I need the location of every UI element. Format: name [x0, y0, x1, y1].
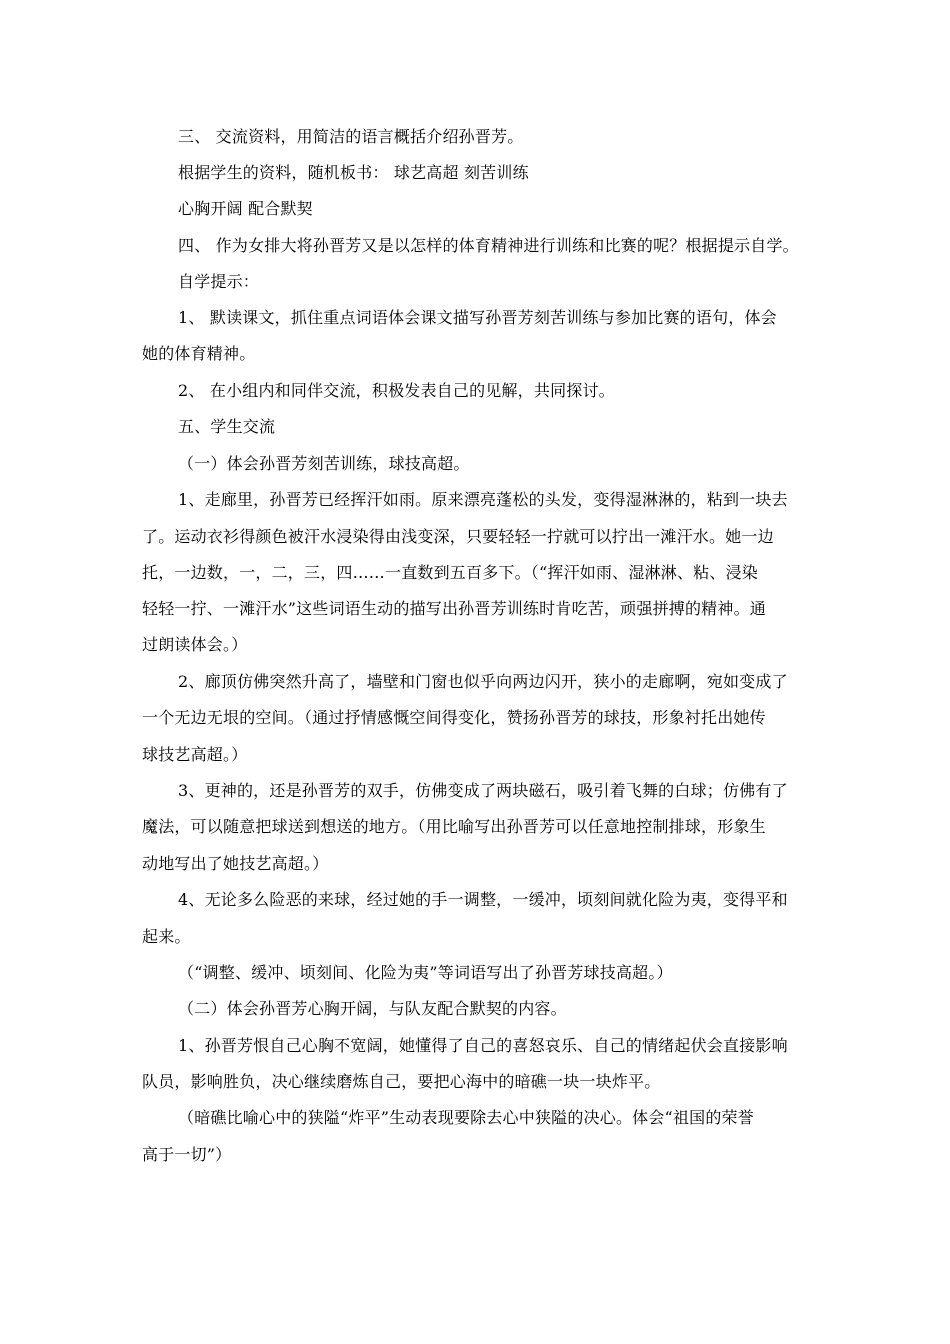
part2-item1-line2: 队员，影响胜负，决心继续磨炼自己，要把心海中的暗礁一块一块炸平。: [142, 1072, 661, 1091]
part1-item1-line1: 1、走廊里，孙晋芳已经挥汗如雨。原来漂亮蓬松的头发，变得湿淋淋的，粘到一块去: [178, 490, 788, 509]
self-study-tips-title: 自学提示：: [178, 272, 260, 291]
part1-item1-line3: 托，一边数，一，二，三，四……一直数到五百多下。（“挥汗如雨、湿淋淋、粘、浸染: [142, 563, 758, 582]
board-notes-line2: 心胸开阔 配合默契: [178, 199, 313, 218]
part1-item4-line2: 起来。: [142, 927, 191, 946]
part2-item1-line1: 1、孙晋芳恨自己心胸不宽阔，她懂得了自己的喜怒哀乐、自己的情绪起伏会直接影响: [178, 1036, 788, 1055]
part2-note-line2: 高于一切”）: [142, 1145, 232, 1164]
board-notes-line1: 根据学生的资料，随机板书： 球艺高超 刻苦训练: [178, 163, 529, 182]
part1-item1-line5: 过朗读体会。）: [142, 635, 248, 654]
tip1-line1: 1、 默读课文，抓住重点词语体会课文描写孙晋芳刻苦训练与参加比赛的语句，体会: [178, 308, 777, 327]
part2-heading: （二）体会孙晋芳心胸开阔，与队友配合默契的内容。: [178, 999, 567, 1018]
part1-item3-line2: 魔法，可以随意把球送到想送的地方。（用比喻写出孙晋芳可以任意地控制排球，形象生: [142, 817, 766, 836]
part1-item1-line4: 轻轻一拧、一滩汗水”这些词语生动的描写出孙晋芳训练时肯吃苦，顽强拼搏的精神。通: [142, 599, 766, 618]
tip2: 2、 在小组内和同伴交流，积极发表自己的见解，共同探讨。: [178, 381, 615, 400]
part1-item4-line1: 4、无论多么险恶的来球，经过她的手一调整，一缓冲，顷刻间就化险为夷，变得平和: [178, 890, 788, 909]
part1-item1-line2: 了。运动衣衫得颜色被汗水浸染得由浅变深，只要轻轻一拧就可以拧出一滩汗水。她一边: [142, 527, 774, 546]
part2-note-line1: （暗礁比喻心中的狭隘“炸平”生动表现要除去心中狭隘的决心。体会“祖国的荣誉: [178, 1108, 754, 1127]
part1-item3-line3: 动地写出了她技艺高超。）: [142, 854, 329, 873]
part1-item3-line1: 3、更神的，还是孙晋芳的双手，仿佛变成了两块磁石，吸引着飞舞的白球；仿佛有了: [178, 781, 788, 800]
tip1-line2: 她的体育精神。: [142, 344, 256, 363]
part1-item4-note: （“调整、缓冲、顷刻间、化险为夷”等词语写出了孙晋芳球技高超。）: [178, 963, 673, 982]
section4-heading: 四、 作为女排大将孙晋芳又是以怎样的体育精神进行训练和比赛的呢？根据提示自学。: [178, 236, 799, 255]
part1-item2-line1: 2、廊顶仿佛突然升高了，墙壁和门窗也似乎向两边闪开，狭小的走廊啊，宛如变成了: [178, 672, 788, 691]
part1-heading: （一）体会孙晋芳刻苦训练，球技高超。: [178, 454, 470, 473]
part1-item2-line2: 一个无边无垠的空间。（通过抒情感慨空间得变化，赞扬孙晋芳的球技，形象衬托出她传: [142, 708, 766, 727]
section5-heading: 五、学生交流: [178, 417, 276, 436]
part1-item2-line3: 球技艺高超。）: [142, 745, 248, 764]
section3-heading: 三、 交流资料，用简洁的语言概括介绍孙晋芳。: [178, 127, 524, 146]
